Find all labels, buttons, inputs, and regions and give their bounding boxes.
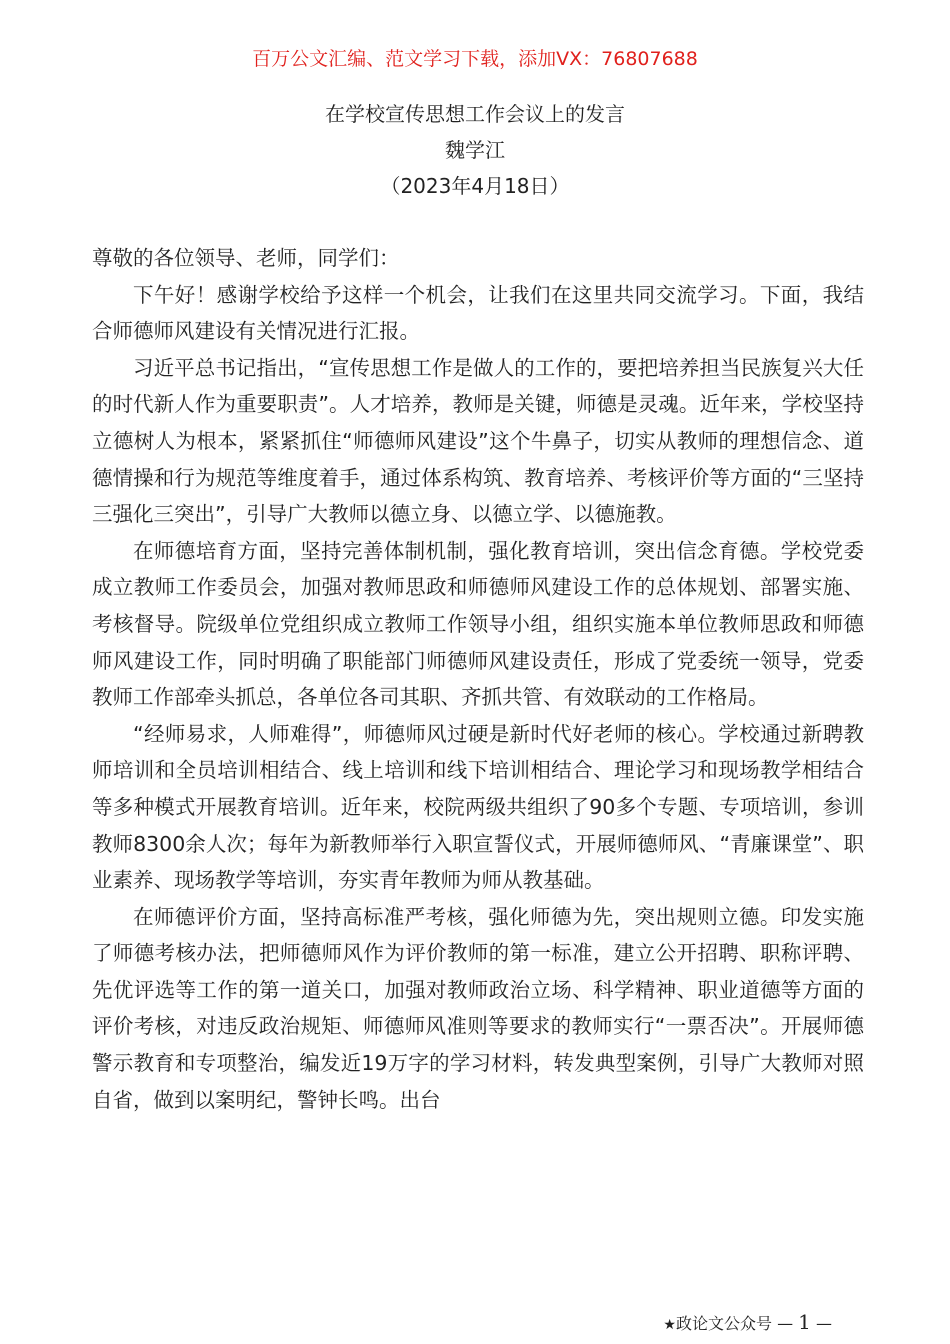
paragraph-2: 习近平总书记指出，“宣传思想工作是做人的工作的，要把培养担当民族复兴大任的时代新人作为重要职责”。人才培养，教师是关键，师德是灵魂。近年来，学校坚持立德树人为根本，紧紧抓住“师德师风建设”这个牛鼻子，切实从教师的理想信念、道德情操和行为规范等维度着手，通过体系构筑、教育培养、考核评价等方面的“三坚持三强化三突出”，引导广大教师以德立身、以德立学、以德施教。 bbox=[92, 355, 864, 527]
page-footer bbox=[663, 1310, 832, 1337]
paragraph-5: 在师德评价方面，坚持高标准严考核，强化师德为先，突出规则立德。印发实施了师德考核办法，把师德师风作为评价教师的第一标准，建立公开招聘、职称评聘、先优评选等工作的第一道关口，加强对教师政治立场、科学精神、职业道德等方面的评价考核，对违反政治规矩、师德师风准则等要求的教师实行“一票否决”。开展师德警示教育和专项整治，编发近19万字的学习材料，转发典型案例，引导广大教师对照自省，做到以案明纪，警钟长鸣。出台 bbox=[92, 904, 864, 1112]
paragraph-4: “经师易求，人师难得”，师德师风过硬是新时代好老师的核心。学校通过新聘教师培训和全员培训相结合、线上培训和线下培训相结合、理论学习和现场教学相结合等多种模式开展教育培训。近年来，校院两级共组织了90多个专题、专项培训，参训教师8300余人次；每年为新教师举行入职宣誓仪式，开展师德师风、“青廉课堂”、职业素养、现场教学等培训，夯实青年教师为师从教基础。 bbox=[92, 721, 864, 893]
footer-source: 政论文公众号 bbox=[675, 1314, 772, 1333]
page-number: 1 bbox=[798, 1310, 811, 1334]
promo-banner: 百万公文汇编、范文学习下载，添加VX：76807688 bbox=[252, 48, 698, 70]
footer-dash-right: — bbox=[816, 1314, 832, 1333]
footer-dash-left: — bbox=[777, 1314, 794, 1333]
document-title: 在学校宣传思想工作会议上的发言 bbox=[325, 102, 625, 126]
paragraph-3: 在师德培育方面，坚持完善体制机制，强化教育培训，突出信念育德。学校党委成立教师工作委员会，加强对教师思政和师德师风建设工作的总体规划、部署实施、考核督导。院级单位党组织成立教师工作领导小组，组织实施本单位教师思政和师德师风建设工作，同时明确了职能部门师德师风建设责任，形成了党委统一领导，党委教师工作部牵头抓总，各单位各司其职、齐抓共管、有效联动的工作格局。 bbox=[92, 538, 864, 710]
star-icon: ★ bbox=[663, 1317, 676, 1333]
speech-date: （2023年4月18日） bbox=[380, 174, 570, 198]
salutation: 尊敬的各位领导、老师，同学们： bbox=[92, 246, 400, 270]
author-name: 魏学江 bbox=[445, 138, 505, 162]
document-body bbox=[92, 240, 864, 1118]
paragraph-1: 下午好！感谢学校给予这样一个机会，让我们在这里共同交流学习。下面，我结合师德师风建设有关情况进行汇报。 bbox=[92, 282, 864, 344]
header-block bbox=[0, 96, 950, 204]
